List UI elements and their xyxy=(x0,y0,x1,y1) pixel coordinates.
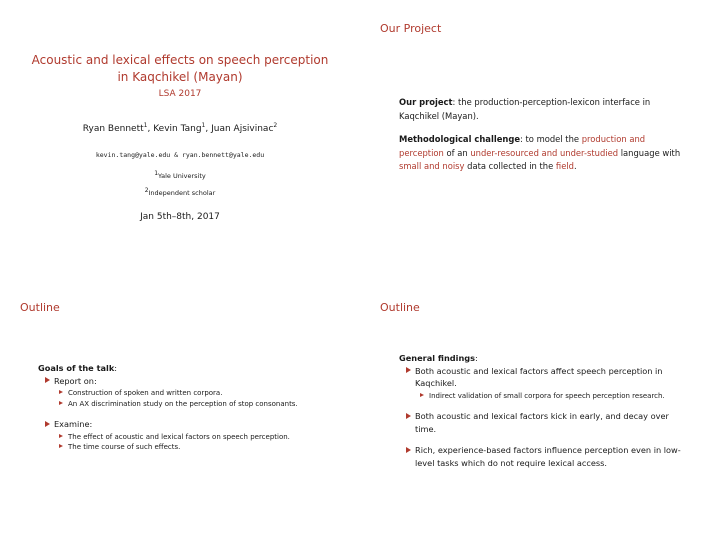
sub-list-item xyxy=(54,432,338,443)
sub-list-item xyxy=(54,442,338,453)
frame-title: Outline xyxy=(380,301,420,314)
bullet-triangle-icon xyxy=(59,434,63,438)
list-item xyxy=(38,375,338,410)
bullet-triangle-icon xyxy=(59,390,63,394)
bullet-triangle-icon xyxy=(406,367,411,373)
author-affil: 1 xyxy=(201,122,206,129)
bullet-triangle-icon xyxy=(45,421,50,427)
heading-colon: : xyxy=(475,353,478,363)
findings-heading xyxy=(399,352,689,365)
list-item xyxy=(38,418,338,453)
title-line-2: in Kaqchikel (Mayan) xyxy=(117,70,243,84)
frame-title: Outline xyxy=(20,301,60,314)
presentation-title xyxy=(0,52,360,86)
challenge-text: : to model the xyxy=(520,134,582,144)
author-name: Kevin Tang xyxy=(153,124,202,134)
author-list: Ryan Bennett$^1$, Kevin Tang$^1$, Juan Ajsivinac$^2$ xyxy=(82,122,278,134)
heading-text: General findings xyxy=(399,353,476,363)
author-name: Juan Ajsivinac xyxy=(211,124,274,134)
challenge-text: of an xyxy=(443,147,471,158)
item-text: Report on: xyxy=(54,375,97,386)
outline-findings-slide xyxy=(360,279,720,557)
title-line-1: Acoustic and lexical effects on speech perception xyxy=(31,53,329,67)
goals-block xyxy=(38,362,338,453)
list-item xyxy=(399,444,689,469)
sub-item-text: The time course of such effects. xyxy=(68,443,181,451)
bullet-triangle-icon xyxy=(406,447,411,453)
highlight: production and perception xyxy=(399,134,646,158)
institution-2 xyxy=(0,186,360,197)
institution-name: Independent scholar xyxy=(148,189,216,197)
institution-num: 2 xyxy=(144,186,149,194)
challenge-text: data collected in the xyxy=(464,161,556,171)
author-name: Ryan Bennett xyxy=(82,124,144,134)
item-text: Both acoustic and lexical factors kick in early, and decay over time. xyxy=(415,411,669,434)
institution-1 xyxy=(0,169,360,180)
author-emails: kevin.tang@yale.edu & ryan.bennett@yale.edu xyxy=(95,151,265,159)
highlight: under-resourced and under-studied xyxy=(470,147,619,158)
sub-item-text: The effect of acoustic and lexical factors on speech perception. xyxy=(68,432,290,441)
author-affil: 2 xyxy=(273,122,278,129)
heading-colon: : xyxy=(114,363,118,373)
frame-title: Our Project xyxy=(380,22,442,35)
sub-item-text: Indirect validation of small corpora for speech perception research. xyxy=(429,391,665,400)
presentation-date: Jan 5th–8th, 2017 xyxy=(140,212,220,222)
institution-num: 1 xyxy=(154,169,159,177)
item-text: Examine: xyxy=(54,419,93,429)
challenge-text: . xyxy=(574,161,577,171)
highlight: small and noisy xyxy=(399,161,465,171)
sub-item-text: Construction of spoken and written corpora. xyxy=(68,389,223,397)
sub-item-text: An AX discrimination study on the perception of stop consonants. xyxy=(68,399,298,408)
outline-goals-slide xyxy=(0,279,360,557)
challenge-label: Methodological challenge xyxy=(399,134,521,144)
challenge-text: language with xyxy=(618,147,681,158)
bullet-triangle-icon xyxy=(406,413,411,419)
findings-block xyxy=(399,352,689,469)
item-text: Rich, experience-based factors influence perception even in low-level tasks which do not require lexical access. xyxy=(415,445,681,468)
bullet-triangle-icon xyxy=(59,401,63,405)
institution-name: Yale University xyxy=(158,172,206,180)
sub-list-item xyxy=(54,388,338,399)
bullet-triangle-icon xyxy=(45,377,50,383)
goals-heading xyxy=(38,362,338,375)
heading-text: Goals of the talk xyxy=(38,363,115,373)
sub-list-item xyxy=(54,399,338,410)
project-slide xyxy=(360,0,720,278)
conference-subtitle: LSA 2017 xyxy=(158,89,202,99)
project-paragraph xyxy=(399,96,689,123)
highlight: field xyxy=(555,161,574,171)
list-item xyxy=(399,410,689,435)
author-affil: 1 xyxy=(143,122,148,129)
item-text: Both acoustic and lexical factors affect speech perception in Kaqchikel. xyxy=(415,365,663,388)
challenge-paragraph xyxy=(399,133,689,174)
project-label: Our project xyxy=(399,97,453,107)
bullet-triangle-icon xyxy=(59,444,63,448)
project-text: : the production-perception-lexicon interface in Kaqchikel (Mayan). xyxy=(399,97,651,121)
list-item xyxy=(399,365,689,402)
bullet-triangle-icon xyxy=(420,393,424,397)
sub-list-item xyxy=(415,391,689,402)
title-slide xyxy=(0,0,360,278)
